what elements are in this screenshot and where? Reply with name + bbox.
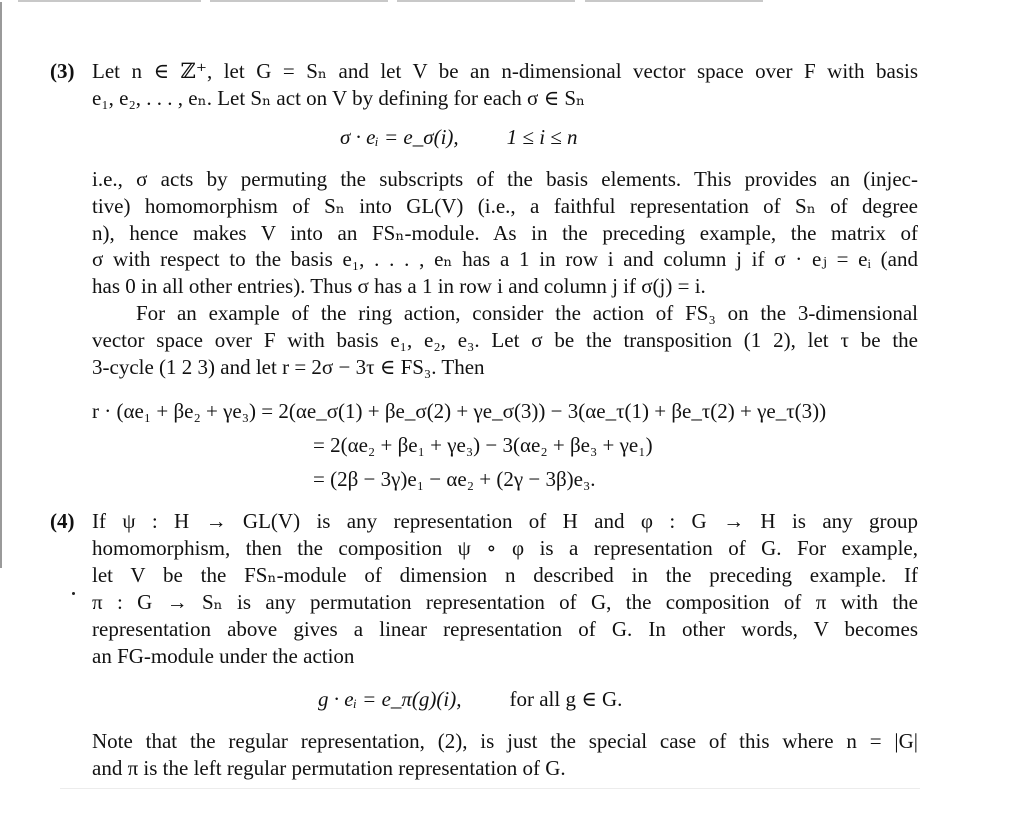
- display-equation-3: [340, 124, 578, 151]
- equation-condition: for all g ∈ G.: [509, 687, 623, 711]
- note-line: Note that the regular representation, (2), is just the special case of this where n = |G|: [92, 729, 918, 753]
- paragraph-line: tive) homomorphism of Sₙ into GL(V) (i.e., a faithful representation of Sₙ of degree: [92, 194, 918, 218]
- paragraph-line: vector space over F with basis e₁, e₂, e₃. Let σ be the transposition (1 2), let τ be the: [92, 328, 918, 352]
- item-4-line: let V be the FSₙ-module of dimension n described in the preceding example. If: [92, 563, 918, 587]
- equation-condition: 1 ≤ i ≤ n: [506, 125, 578, 149]
- item-4-line: an FG-module under the action: [92, 644, 355, 668]
- paragraph-line: σ with respect to the basis e₁, . . . , eₙ has a 1 in row i and column j if σ · eⱼ = eᵢ (and: [92, 247, 918, 271]
- item-4-line: representation above gives a linear representation of G. In other words, V becomes: [92, 617, 918, 641]
- scan-speck: [72, 592, 75, 595]
- paragraph-line: n), hence makes V into an FSₙ-module. As in the preceding example, the matrix of: [92, 221, 918, 245]
- paragraph-line: i.e., σ acts by permuting the subscripts of the basis elements. This provides an (injec-: [92, 167, 918, 191]
- calculation-line-3: = (2β − 3γ)e₁ − αe₂ + (2γ − 3β)e₃.: [313, 467, 596, 491]
- paragraph-line: 3-cycle (1 2 3) and let r = 2σ − 3τ ∈ FS₃. Then: [92, 355, 485, 379]
- item-3-line: Let n ∈ ℤ⁺, let G = Sₙ and let V be an n-dimensional vector space over F with basis: [92, 59, 918, 83]
- paragraph-line: has 0 in all other entries). Thus σ has a 1 in row i and column j if σ(j) = i.: [92, 274, 706, 298]
- paragraph-line: For an example of the ring action, consider the action of FS₃ on the 3-dimensional: [136, 301, 918, 325]
- item-4-line: homomorphism, then the composition ψ ∘ φ is a representation of G. For example,: [92, 536, 918, 560]
- item-3-line: e₁, e₂, . . . , eₙ. Let Sₙ act on V by defining for each σ ∈ Sₙ: [92, 86, 586, 110]
- item-3-label: (3): [50, 59, 75, 83]
- note-line: and π is the left regular permutation representation of G.: [92, 756, 566, 780]
- calculation-line-2: = 2(αe₂ + βe₁ + γe₃) − 3(αe₂ + βe₃ + γe₁): [313, 433, 653, 457]
- item-4-label: (4): [50, 509, 75, 533]
- equation: σ · eᵢ = e_σ(i),: [340, 125, 459, 149]
- item-4-line: π : G → Sₙ is any permutation representation of G, the composition of π with the: [92, 590, 918, 614]
- display-equation-4: [318, 686, 622, 713]
- item-4-line: If ψ : H → GL(V) is any representation of H and φ : G → H is any group: [92, 509, 918, 533]
- equation: g · eᵢ = e_π(g)(i),: [318, 687, 462, 711]
- calculation-line-1: r · (αe₁ + βe₂ + γe₃) = 2(αe_σ(1) + βe_σ(2) + γe_σ(3)) − 3(αe_τ(1) + βe_τ(2) + γe_τ(3)): [92, 399, 827, 423]
